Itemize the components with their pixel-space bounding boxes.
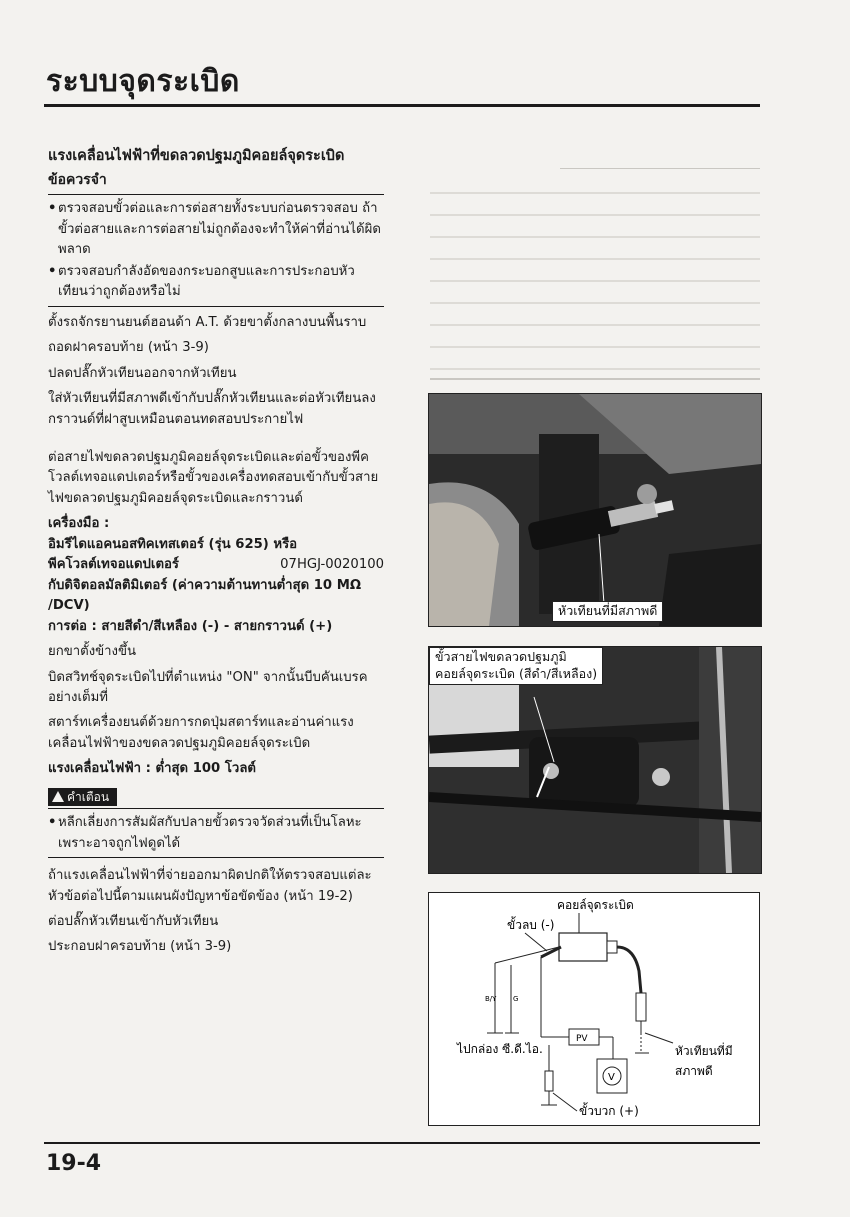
step-text: ถ้าแรงเคลื่อนไฟฟ้าที่จ่ายออกมาผิดปกติให้ตรวจสอบแต่ละหัวข้อต่อไปนี้ตามแผนผังปัญหาข้อขัดข้อง (หน้า 19-2) — [48, 868, 372, 904]
meter-label: V — [608, 1072, 615, 1083]
footer-rule — [44, 1142, 760, 1144]
spark-plug-label: หัวเทียนที่มี — [675, 1044, 733, 1058]
step-text: ปลดปลั๊กหัวเทียนออกจากหัวเทียน — [48, 365, 237, 381]
photo-spark-plug — [428, 393, 762, 627]
step-text: ถอดฝาครอบท้าย (หน้า 3-9) — [48, 340, 209, 356]
photo-spark-plug-illustration — [429, 394, 761, 626]
step-text: ยกขาตั้งข้างขึ้น — [48, 644, 137, 660]
wire-g-label: G — [513, 995, 519, 1003]
neg-terminal-label: ขั้วลบ (-) — [507, 918, 555, 932]
spark-plug-label: สภาพดี — [675, 1064, 713, 1078]
title-rule — [44, 104, 760, 107]
divider — [48, 194, 384, 195]
list-item: • ตรวจสอบกำลังอัดของกระบอกสูบและการประกอบหัวเทียนว่าถูกต้องหรือไม่ — [48, 263, 355, 300]
step-text: ตั้งรถจักรยานยนต์ฮอนด้า A.T. ด้วยขาตั้งกลางบนพื้นราบ — [48, 314, 367, 330]
pos-terminal-label: ขั้วบวก (+) — [579, 1104, 639, 1118]
tool-name: พีคโวลต์เทจอแดปเตอร์ — [48, 557, 180, 573]
warning-badge: คำเตือน — [48, 788, 117, 807]
divider — [48, 306, 384, 307]
coil-label: คอยล์จุดระเบิด — [557, 898, 634, 912]
photo-caption: หัวเทียนที่มีสภาพดี — [552, 601, 663, 622]
photo-coil-terminal — [428, 646, 762, 874]
wire-by-label: B/Y — [485, 995, 497, 1003]
pv-label: PV — [576, 1034, 588, 1044]
caution-heading: ข้อควรจำ — [48, 171, 107, 188]
tool-line: อิมรีไดแอคนอสทิคเทสเตอร์ (รุ่น 625) หรือ — [48, 536, 298, 552]
step-text: ต่อปลั๊กหัวเทียนเข้ากับหัวเทียน — [48, 914, 219, 930]
tool-line — [48, 555, 384, 575]
step-text: ต่อสายไฟขดลวดปฐมภูมิคอยล์จุดระเบิดและต่อขั้วของพีคโวลต์เทจอแดปเตอร์หรือขั้วของเครื่องทดสอบเข้ากับขั้วสายไฟขดลวดปฐมภูมิคอยล์จุดระเบิดและกราวนด์ — [48, 449, 379, 506]
cdi-label: ไปกล่อง ซี.ดี.ไอ. — [457, 1042, 543, 1056]
wiring-diagram — [428, 892, 760, 1126]
divider — [48, 808, 384, 809]
step-text: ใส่หัวเทียนที่มีสภาพดีเข้ากับปลั๊กหัวเทียนและต่อหัวเทียนลงกราวนด์ที่ฝาสูบเหมือนตอนทดสอบประกายไฟ — [48, 391, 376, 427]
section-heading: แรงเคลื่อนไฟฟ้าที่ขดลวดปฐมภูมิคอยล์จุดระเบิด — [48, 148, 345, 164]
caution-list — [48, 199, 384, 302]
step-text: บิดสวิทช์จุดระเบิดไปที่ตำแหน่ง "ON" จากนั้นบีบคันเบรคอย่างเต็มที่ — [48, 669, 368, 705]
step-text: สตาร์ทเครื่องยนต์ด้วยการกดปุ่มสตาร์ทและอ่านค่าแรงเคลื่อนไฟฟ้าของขดลวดปฐมภูมิคอยล์จุดระเบิด — [48, 715, 354, 751]
list-item: • ตรวจสอบขั้วต่อและการต่อสายทั้งระบบก่อนตรวจสอบ ถ้าขั้วต่อสายและการต่อสายไม่ถูกต้องจะทำให้ค่าที่อ่านได้ผิดพลาด — [48, 201, 381, 258]
step-text: ประกอบฝาครอบท้าย (หน้า 3-9) — [48, 939, 232, 955]
list-item: • หลีกเลี่ยงการสัมผัสกับปลายขั้วตรวจวัดส่วนที่เป็นโลหะ เพราะอาจถูกไฟดูดได้ — [48, 815, 362, 851]
tools-label: เครื่องมือ : — [48, 516, 110, 532]
photo-caption: ขั้วสายไฟขดลวดปฐมภูมิ คอยล์จุดระเบิด (สีดำ/สีเหลือง) — [429, 647, 603, 685]
divider — [48, 857, 384, 858]
warning-icon — [52, 791, 64, 802]
tool-line: กับดิจิตอลมัลติมิเตอร์ (ค่าความต้านทานต่ำสุด 10 MΩ /DCV) — [48, 577, 362, 614]
voltage-spec: แรงเคลื่อนไฟฟ้า : ต่ำสุด 100 โวลต์ — [48, 761, 256, 777]
page-title: ระบบจุดระเบิด — [46, 64, 240, 99]
tool-code: 07HGJ-0020100 — [280, 557, 384, 573]
left-column — [48, 146, 384, 963]
page-number: 19-4 — [46, 1151, 102, 1176]
wiring-diagram-drawing — [429, 893, 759, 1125]
connection-spec: การต่อ : สายสีดำ/สีเหลือง (-) - สายกราวนด์ (+) — [48, 618, 333, 634]
